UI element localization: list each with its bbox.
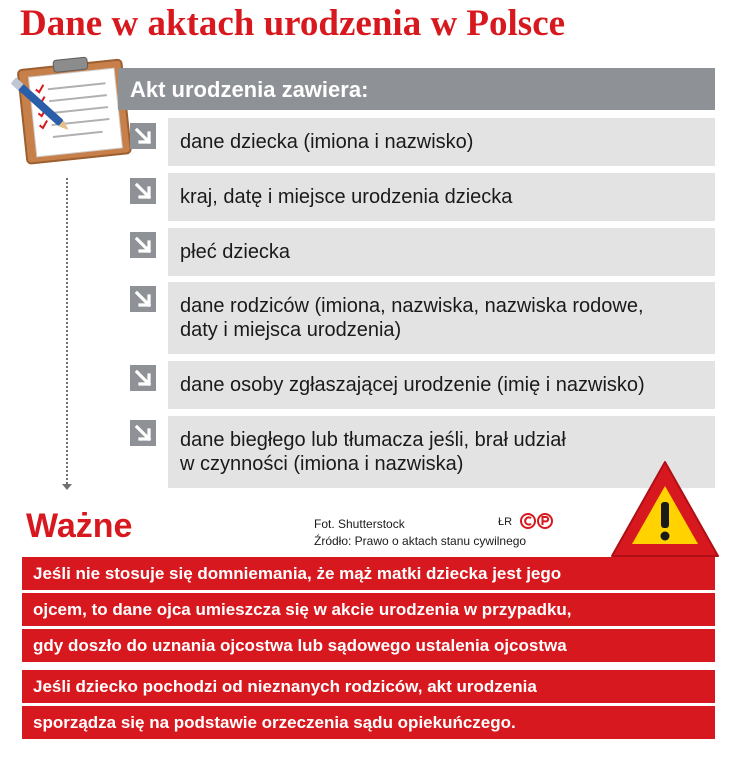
dotted-connector-tip — [62, 484, 72, 490]
source-note: Źródło: Prawo o aktach stanu cywilnego — [314, 534, 527, 548]
note-bar: ojcem, to dane ojca umieszcza się w akcie urodzenia w przypadku, — [22, 593, 715, 626]
list-item-text: kraj, datę i miejsce urodzenia dziecka — [180, 186, 513, 208]
arrow-icon — [130, 123, 156, 149]
note-bar: Jeśli dziecko pochodzi od nieznanych rodziców, akt urodzenia — [22, 670, 715, 703]
arrow-icon — [130, 420, 156, 446]
list-item — [168, 173, 715, 221]
important-heading: Ważne — [26, 507, 133, 545]
section-heading: Akt urodzenia zawiera: — [130, 77, 369, 102]
agency-mark: ŁR — [498, 516, 513, 528]
list-item-text: płeć dziecka — [180, 241, 291, 263]
list-item — [168, 361, 715, 409]
list-item-text: dane osoby zgłaszającej urodzenie (imię i nazwisko) — [180, 374, 645, 396]
list-item-text-line2: w czynności (imiona i nazwiska) — [180, 453, 464, 475]
list-item-text: dane dziecka (imiona i nazwisko) — [180, 131, 474, 153]
list-item-text-line2: daty i miejsca urodzenia) — [180, 319, 402, 341]
list-item — [168, 228, 715, 276]
page-title: Dane w aktach urodzenia w Polsce — [20, 3, 566, 44]
arrow-icon — [130, 286, 156, 312]
arrow-icon — [130, 232, 156, 258]
warning-icon — [608, 458, 722, 562]
arrow-icon — [130, 365, 156, 391]
list-item-text-line1: dane rodziców (imiona, nazwiska, nazwiska rodowe, — [180, 295, 644, 317]
arrow-icon — [130, 178, 156, 204]
list-item — [168, 282, 715, 354]
cp-logo — [520, 513, 554, 529]
photo-credit: Fot. Shutterstock — [314, 517, 405, 531]
note-bar: sporządza się na podstawie orzeczenia sądu opiekuńczego. — [22, 706, 715, 739]
note-bar: gdy doszło do uznania ojcostwa lub sądowego ustalenia ojcostwa — [22, 629, 715, 662]
dotted-connector — [66, 178, 68, 484]
note-bar: Jeśli nie stosuje się domniemania, że mąż matki dziecka jest jego — [22, 557, 715, 590]
list-item — [168, 118, 715, 166]
list-item-text-line1: dane biegłego lub tłumacza jeśli, brał udział — [180, 429, 566, 451]
credits — [314, 516, 526, 550]
